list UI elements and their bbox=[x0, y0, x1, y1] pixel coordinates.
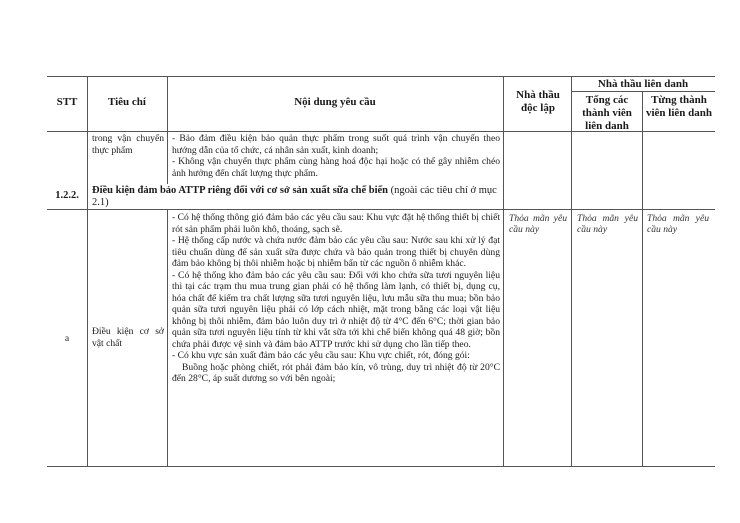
col-divider-tieu-chi bbox=[167, 76, 168, 184]
row-a-paragraph: - Có hệ thống thông gió đảm bảo các yêu cầu sau: Khu vực đặt hệ thống thiết bị chiết rót sản phẩm phải luôn khô, thoáng, sạch sẽ. bbox=[172, 212, 500, 235]
row-cont-content bbox=[172, 133, 500, 179]
header-tieu-chi: Tiêu chí bbox=[107, 96, 146, 108]
row-a-paragraph: - Hệ thống cấp nước và chứa nước đảm bảo các yêu cầu sau: Nước sau khi xử lý đạt tiêu chuẩn dùng để sản xuất sữa được chứa và bảo quản trong thiết bị chuyên dùng đảm bảo không bị thôi nhiễm hoặc bị nhiễm bẩn từ các nguồn ô nhiễm khác. bbox=[172, 235, 500, 269]
row-a-tieu-chi: Điều kiện cơ sở vật chất bbox=[92, 326, 164, 349]
row-a-tong-cac: Thỏa mãn yêu cầu này bbox=[577, 213, 638, 235]
row-122-stt: 1.2.2. bbox=[55, 190, 79, 201]
row-a-paragraph: Buồng hoặc phòng chiết, rót phải đảm bảo kín, vô trùng, duy trì nhiệt độ từ 20°C đến 28°C, áp suất dương so với bên ngoài; bbox=[172, 361, 500, 384]
row-a-content bbox=[172, 212, 500, 385]
row-a-stt: a bbox=[64, 333, 70, 344]
row-cont-line: - Không vận chuyển thực phẩm cùng hàng hoá độc hại hoặc có thể gây nhiễm chéo ảnh hưởng đến chất lượng thực phẩm. bbox=[172, 156, 500, 179]
row-a-paragraph: - Có khu vực sản xuất đảm bảo các yêu cầu sau: Khu vực chiết, rót, đóng gói: bbox=[172, 350, 470, 361]
row-122-title bbox=[92, 185, 502, 209]
table-top-border bbox=[47, 76, 715, 77]
col-divider-tieu-chi-2 bbox=[167, 209, 168, 467]
header-lien-danh: Nhà thầu liên danh bbox=[597, 78, 689, 90]
header-tung: Từng thành viên liên danh bbox=[645, 94, 713, 119]
col-divider-stt bbox=[87, 76, 88, 467]
header-stt: STT bbox=[56, 96, 78, 108]
col-divider-noi-dung bbox=[503, 76, 504, 467]
col-divider-doc-lap bbox=[571, 76, 572, 467]
lien-danh-divider bbox=[571, 91, 715, 92]
header-noi-dung: Nội dung yêu cầu bbox=[294, 96, 376, 108]
row-a-tung: Thỏa mãn yêu cầu này bbox=[647, 213, 709, 235]
header-doc-lap: Nhà thầu độc lập bbox=[516, 89, 560, 114]
row-122-bottom-border bbox=[47, 209, 715, 210]
row-cont-line: - Bảo đảm điều kiện bảo quản thực phẩm trong suốt quá trình vận chuyển theo hướng dẫn của tổ chức, cá nhân sản xuất, kinh doanh; bbox=[172, 133, 500, 156]
row-122-title-normal: (ngoài các tiêu chí ở mục 2.1) bbox=[92, 185, 497, 208]
header-tong-cac: Tổng các thành viên liên danh bbox=[582, 94, 632, 132]
table-bottom-border bbox=[47, 466, 715, 467]
col-divider-tong-cac bbox=[642, 91, 643, 467]
row-a-doc-lap: Thỏa mãn yêu cầu này bbox=[509, 213, 567, 235]
row-122-title-bold: Điều kiện đảm bảo ATTP riêng đối với cơ sở sản xuất sữa chế biến bbox=[92, 185, 389, 196]
row-a-paragraph: - Có hệ thống kho đảm bảo các yêu cầu sau: Đối với kho chứa sữa tươi nguyên liệu thì tại các trạm thu mua trung gian phải có hệ thống làm lạnh, có thiết bị, dụng cụ, hóa chất để kiểm tra chất lượng sữa tươi nguyên liệu, lưu mẫu sữa thu mua; bồn bảo quản sữa tươi nguyên liệu phải có lớp cách nhiệt, mặt trong bằng các loại vật liệu không bị thôi nhiễm, đảm bảo luôn duy trì ở nhiệt độ từ 4°C đến 6°C; thời gian bảo quản sữa tươi nguyên liệu tính từ khi vắt sữa tới khi chế biến không quá 48 giờ; bồn chứa phải được vệ sinh và đảm bảo ATTP trước khi sử dụng cho lần tiếp theo. bbox=[172, 269, 500, 350]
row-cont-tieu-chi: trong vận chuyển thực phẩm bbox=[92, 133, 164, 156]
